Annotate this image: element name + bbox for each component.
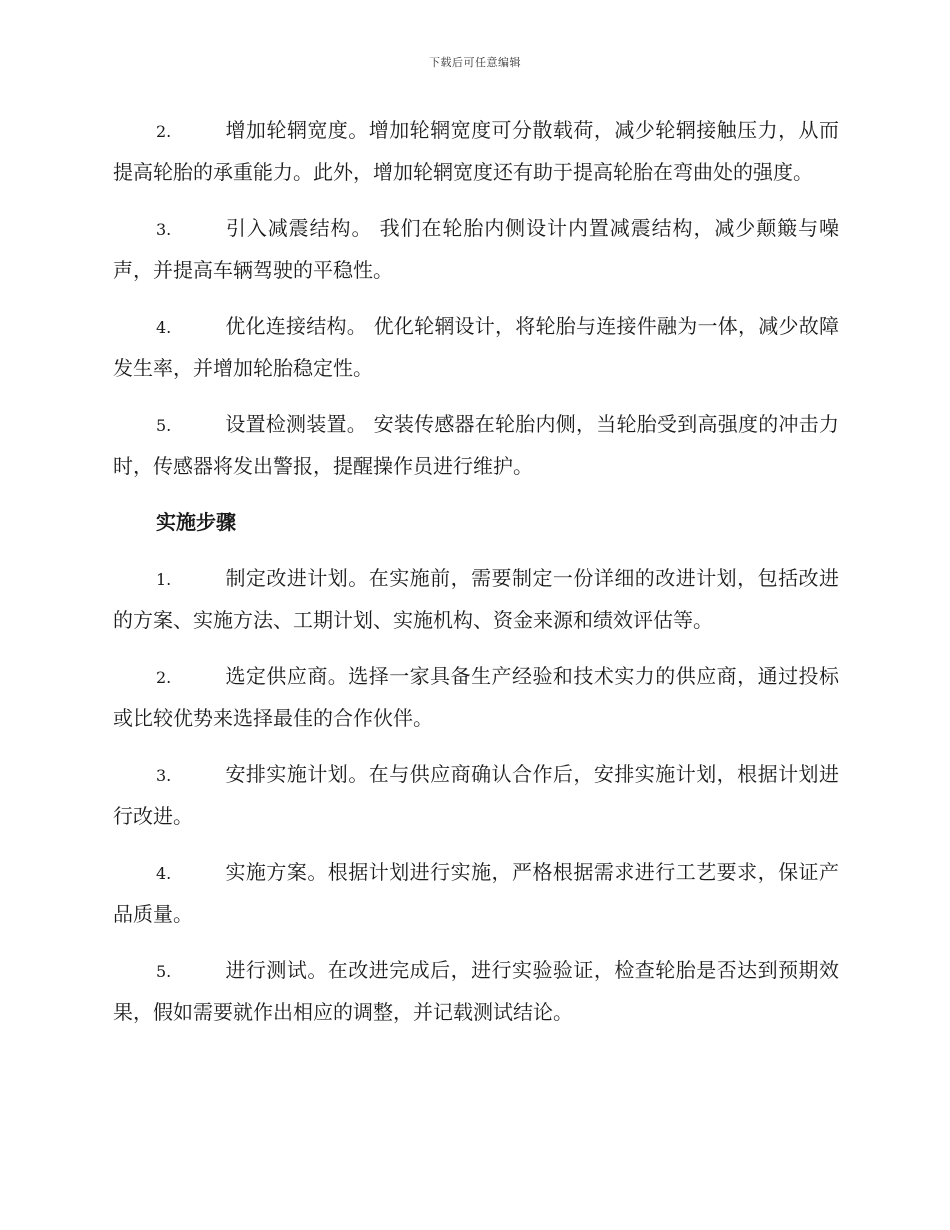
- list-item-text: 优化连接结构。 优化轮辋设计，将轮胎与连接件融为一体，减少故障发生率，并增加轮胎稳定性。: [113, 314, 839, 380]
- list-item-number: 5.: [156, 962, 172, 981]
- list-item: [113, 208, 839, 291]
- list-item-text: 制定改进计划。在实施前，需要制定一份详细的改进计划，包括改进的方案、实施方法、工期计划、实施机构、资金来源和绩效评估等。: [113, 566, 839, 632]
- list-item-text: 实施方案。根据计划进行实施，严格根据需求进行工艺要求，保证产品质量。: [113, 860, 839, 926]
- list-item-number: 2.: [156, 122, 172, 141]
- list-item: [113, 404, 839, 487]
- list-item-number: 3.: [156, 220, 172, 239]
- list-item-number: 1.: [156, 570, 172, 589]
- list-item-number: 2.: [156, 668, 172, 687]
- list-item-number: 3.: [156, 766, 172, 785]
- list-item: [113, 656, 839, 739]
- list-item-number: 5.: [156, 416, 172, 435]
- list-item: [113, 950, 839, 1033]
- list-item: [113, 852, 839, 935]
- list-item-text: 引入减震结构。 我们在轮胎内侧设计内置减震结构，减少颠簸与噪声，并提高车辆驾驶的平稳性。: [113, 216, 839, 282]
- list-item-number: 4.: [156, 318, 172, 337]
- list-item-text: 选定供应商。选择一家具备生产经验和技术实力的供应商，通过投标或比较优势来选择最佳的合作伙伴。: [113, 664, 839, 730]
- list-item-text: 进行测试。在改进完成后，进行实验验证，检查轮胎是否达到预期效果，假如需要就作出相应的调整，并记载测试结论。: [113, 958, 839, 1024]
- list-item-text: 设置检测装置。 安装传感器在轮胎内侧，当轮胎受到高强度的冲击力时，传感器将发出警报，提醒操作员进行维护。: [113, 412, 839, 478]
- list-item: [113, 558, 839, 641]
- page-header: 下载后可任意编辑: [429, 56, 521, 69]
- list-item: [113, 306, 839, 389]
- list-item: [113, 110, 839, 193]
- list-item: [113, 754, 839, 837]
- list-item-number: 4.: [156, 864, 172, 883]
- list-item-text: 增加轮辋宽度。增加轮辋宽度可分散载荷，减少轮辋接触压力，从而提高轮胎的承重能力。此外，增加轮辋宽度还有助于提高轮胎在弯曲处的强度。: [113, 118, 839, 184]
- list-item-text: 安排实施计划。在与供应商确认合作后，安排实施计划，根据计划进行改进。: [113, 762, 839, 828]
- section-heading: 实施步骤: [156, 510, 236, 534]
- document-body: [113, 110, 839, 1048]
